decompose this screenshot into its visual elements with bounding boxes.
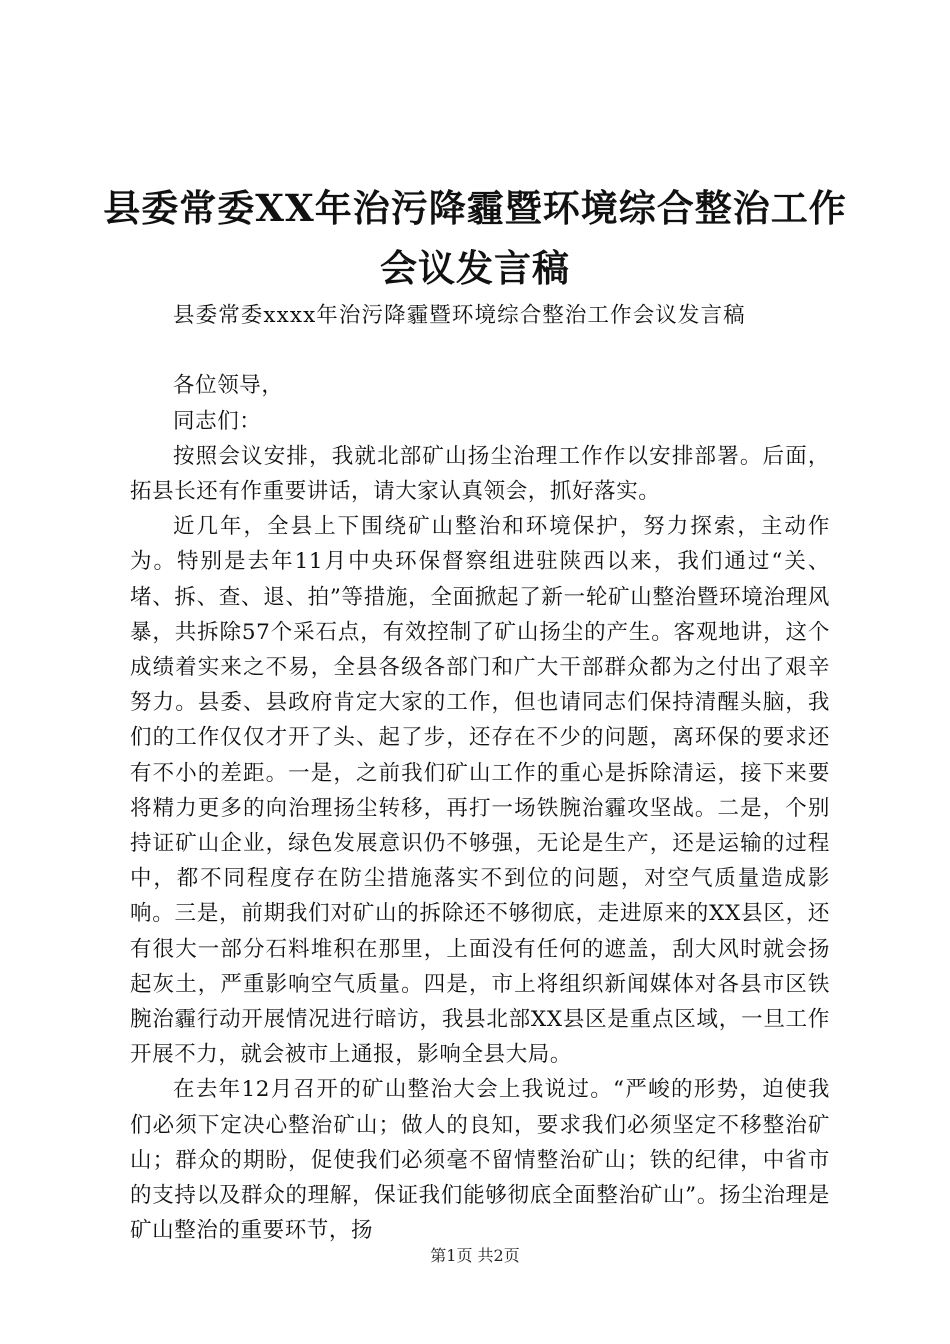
paragraph-1: 按照会议安排，我就北部矿山扬尘治理工作作以安排部署。后面，拓县长还有作重要讲话，请大家认真领会，抓好落实。 bbox=[130, 443, 830, 504]
document-title-line-2: 会议发言稿 bbox=[380, 246, 570, 290]
page-number-footer: 第1页 共2页 bbox=[430, 1246, 520, 1265]
salutation-comrades: 同志们： bbox=[173, 408, 262, 434]
document-title-line-1: 县委常委XX年治污降霾暨环境综合整治工作 bbox=[103, 186, 847, 230]
document-body bbox=[130, 298, 830, 1248]
paragraph-2: 近几年，全县上下围绕矿山整治和环境保护，努力探索，主动作为。特别是去年11月中央环保督察组进驻陕西以来，我们通过“关、堵、拆、查、退、拍”等措施，全面掀起了新一轮矿山整治暨环境治理风暴，共拆除57个采石点，有效控制了矿山扬尘的产生。客观地讲，这个成绩着实来之不易，全县各级各部门和广大干部群众都为之付出了艰辛努力。县委、县政府肯定大家的工作，但也请同志们保持清醒头脑，我们的工作仅仅才开了头、起了步，还存在不少的问题，离环保的要求还有不小的差距。一是，之前我们矿山工作的重心是拆除清运，接下来要将精力更多的向治理扬尘转移，再打一场铁腕治霾攻坚战。二是，个别持证矿山企业，绿色发展意识仍不够强，无论是生产，还是运输的过程中，都不同程度存在防尘措施落实不到位的问题，对空气质量造成影响。三是，前期我们对矿山的拆除还不够彻底，走进原来的XX县区，还有很大一部分石料堆积在那里，上面没有任何的遮盖，刮大风时就会扬起灰土，严重影响空气质量。四是，市上将组织新闻媒体对各县市区铁腕治霾行动开展情况进行暗访，我县北部XX县区是重点区域，一旦工作开展不力，就会被市上通报，影响全县大局。 bbox=[130, 514, 830, 1068]
document-subtitle: 县委常委xxxx年治污降霾暨环境综合整治工作会议发言稿 bbox=[173, 303, 746, 328]
salutation-leaders: 各位领导， bbox=[173, 373, 284, 399]
paragraph-3: 在去年12月召开的矿山整治大会上我说过。“严峻的形势，迫使我们必须下定决心整治矿山；做人的良知，要求我们必须坚定不移整治矿山；群众的期盼，促使我们必须毫不留情整治矿山；铁的纪律，中省市的支持以及群众的理解，保证我们能够彻底全面整治矿山”。扬尘治理是矿山整治的重要环节，扬 bbox=[130, 1077, 830, 1244]
blank-line bbox=[130, 333, 830, 368]
